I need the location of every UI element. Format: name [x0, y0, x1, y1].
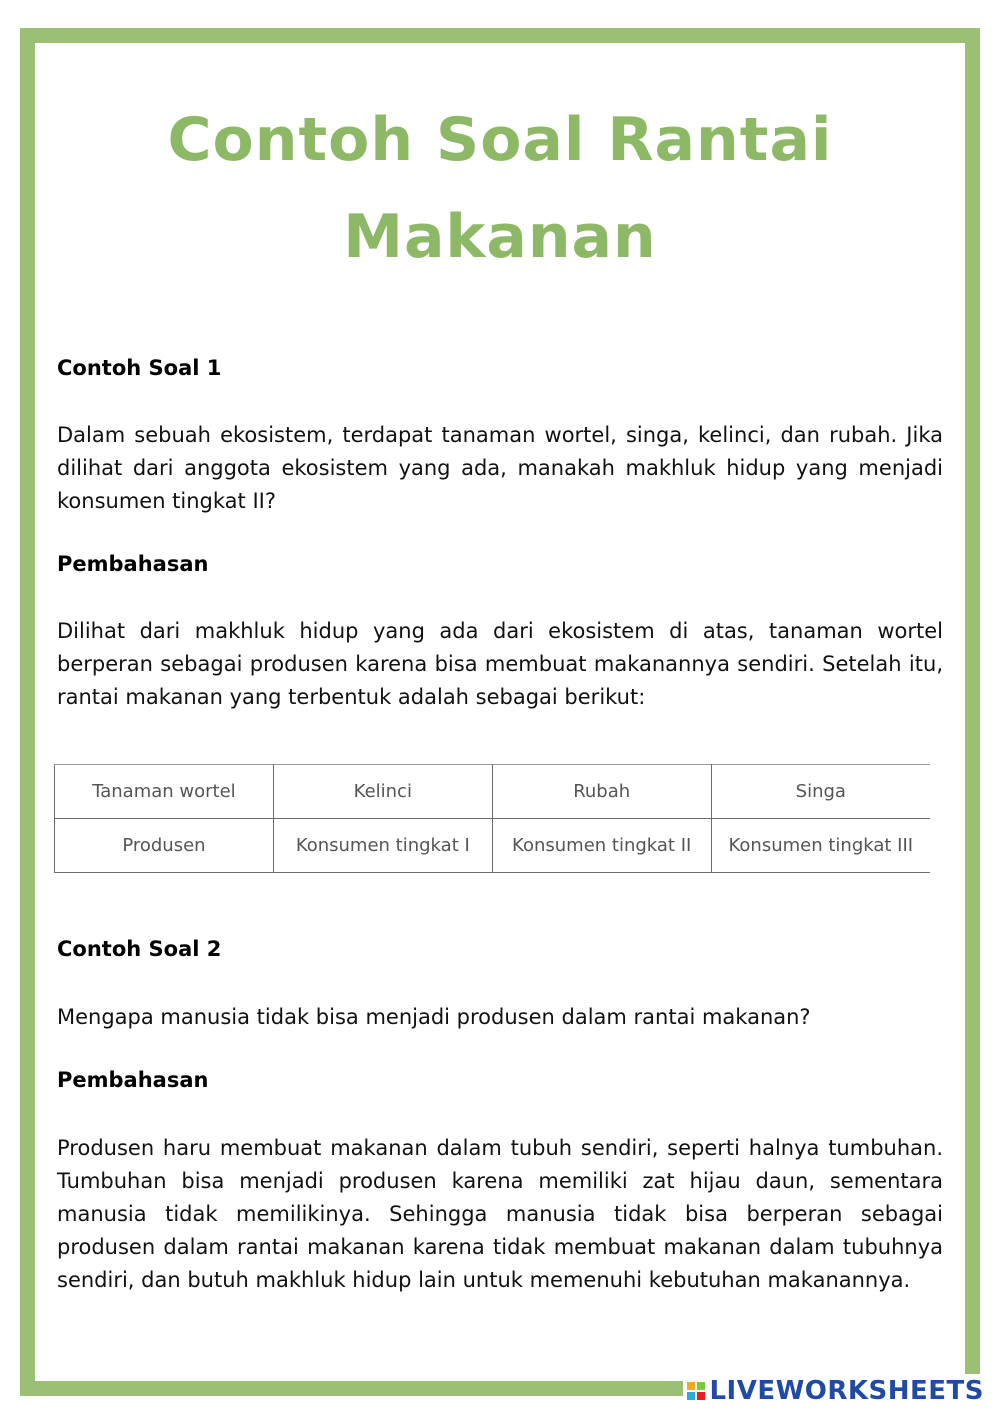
soal-1-discussion-heading: Pembahasan	[57, 552, 209, 576]
food-chain-organism-cell: Kelinci	[273, 765, 492, 819]
food-chain-organism-cell: Tanaman wortel	[55, 765, 274, 819]
food-chain-organism-row	[55, 765, 931, 819]
page-title-line-2: Makanan	[343, 202, 657, 272]
food-chain-table	[54, 764, 930, 873]
food-chain-organism-cell: Rubah	[492, 765, 711, 819]
food-chain-organism-cell: Singa	[711, 765, 930, 819]
soal-1-heading: Contoh Soal 1	[57, 356, 222, 380]
food-chain-role-cell: Konsumen tingkat I	[273, 819, 492, 873]
liveworksheets-logo[interactable]	[683, 1374, 988, 1408]
food-chain-role-row	[55, 819, 931, 873]
page-title-line-1: Contoh Soal Rantai	[167, 105, 833, 175]
page-title	[0, 92, 1000, 286]
food-chain-role-cell: Konsumen tingkat II	[492, 819, 711, 873]
liveworksheets-logo-text: LIVEWORKSHEETS	[709, 1376, 984, 1406]
soal-2-discussion-heading: Pembahasan	[57, 1068, 209, 1092]
soal-2-question: Mengapa manusia tidak bisa menjadi produsen dalam rantai makanan?	[57, 1005, 811, 1029]
food-chain-role-cell: Produsen	[55, 819, 274, 873]
soal-1-question: Dalam sebuah ekosistem, terdapat tanaman wortel, singa, kelinci, dan rubah. Jika dilihat dari anggota ekosistem yang ada, manakah makhluk hidup yang menjadi konsumen tingkat II?	[57, 423, 943, 513]
food-chain-role-cell: Konsumen tingkat III	[711, 819, 930, 873]
liveworksheets-logo-icon	[687, 1382, 705, 1400]
soal-1-discussion: Dilihat dari makhluk hidup yang ada dari ekosistem di atas, tanaman wortel berperan sebagai produsen karena bisa membuat makanannya sendiri. Setelah itu, rantai makanan yang terbentuk adalah sebagai berikut:	[57, 619, 943, 709]
soal-2-heading: Contoh Soal 2	[57, 937, 222, 961]
soal-2-discussion: Produsen haru membuat makanan dalam tubuh sendiri, seperti halnya tumbuhan. Tumbuhan bisa menjadi produsen karena memiliki zat hijau daun, sementara manusia tidak memilikinya. Sehingga manusia tidak bisa berperan sebagai produsen dalam rantai makanan karena tidak membuat makanan dalam tubuhnya sendiri, dan butuh makhluk hidup lain untuk memenuhi kebutuhan makanannya.	[57, 1136, 943, 1292]
